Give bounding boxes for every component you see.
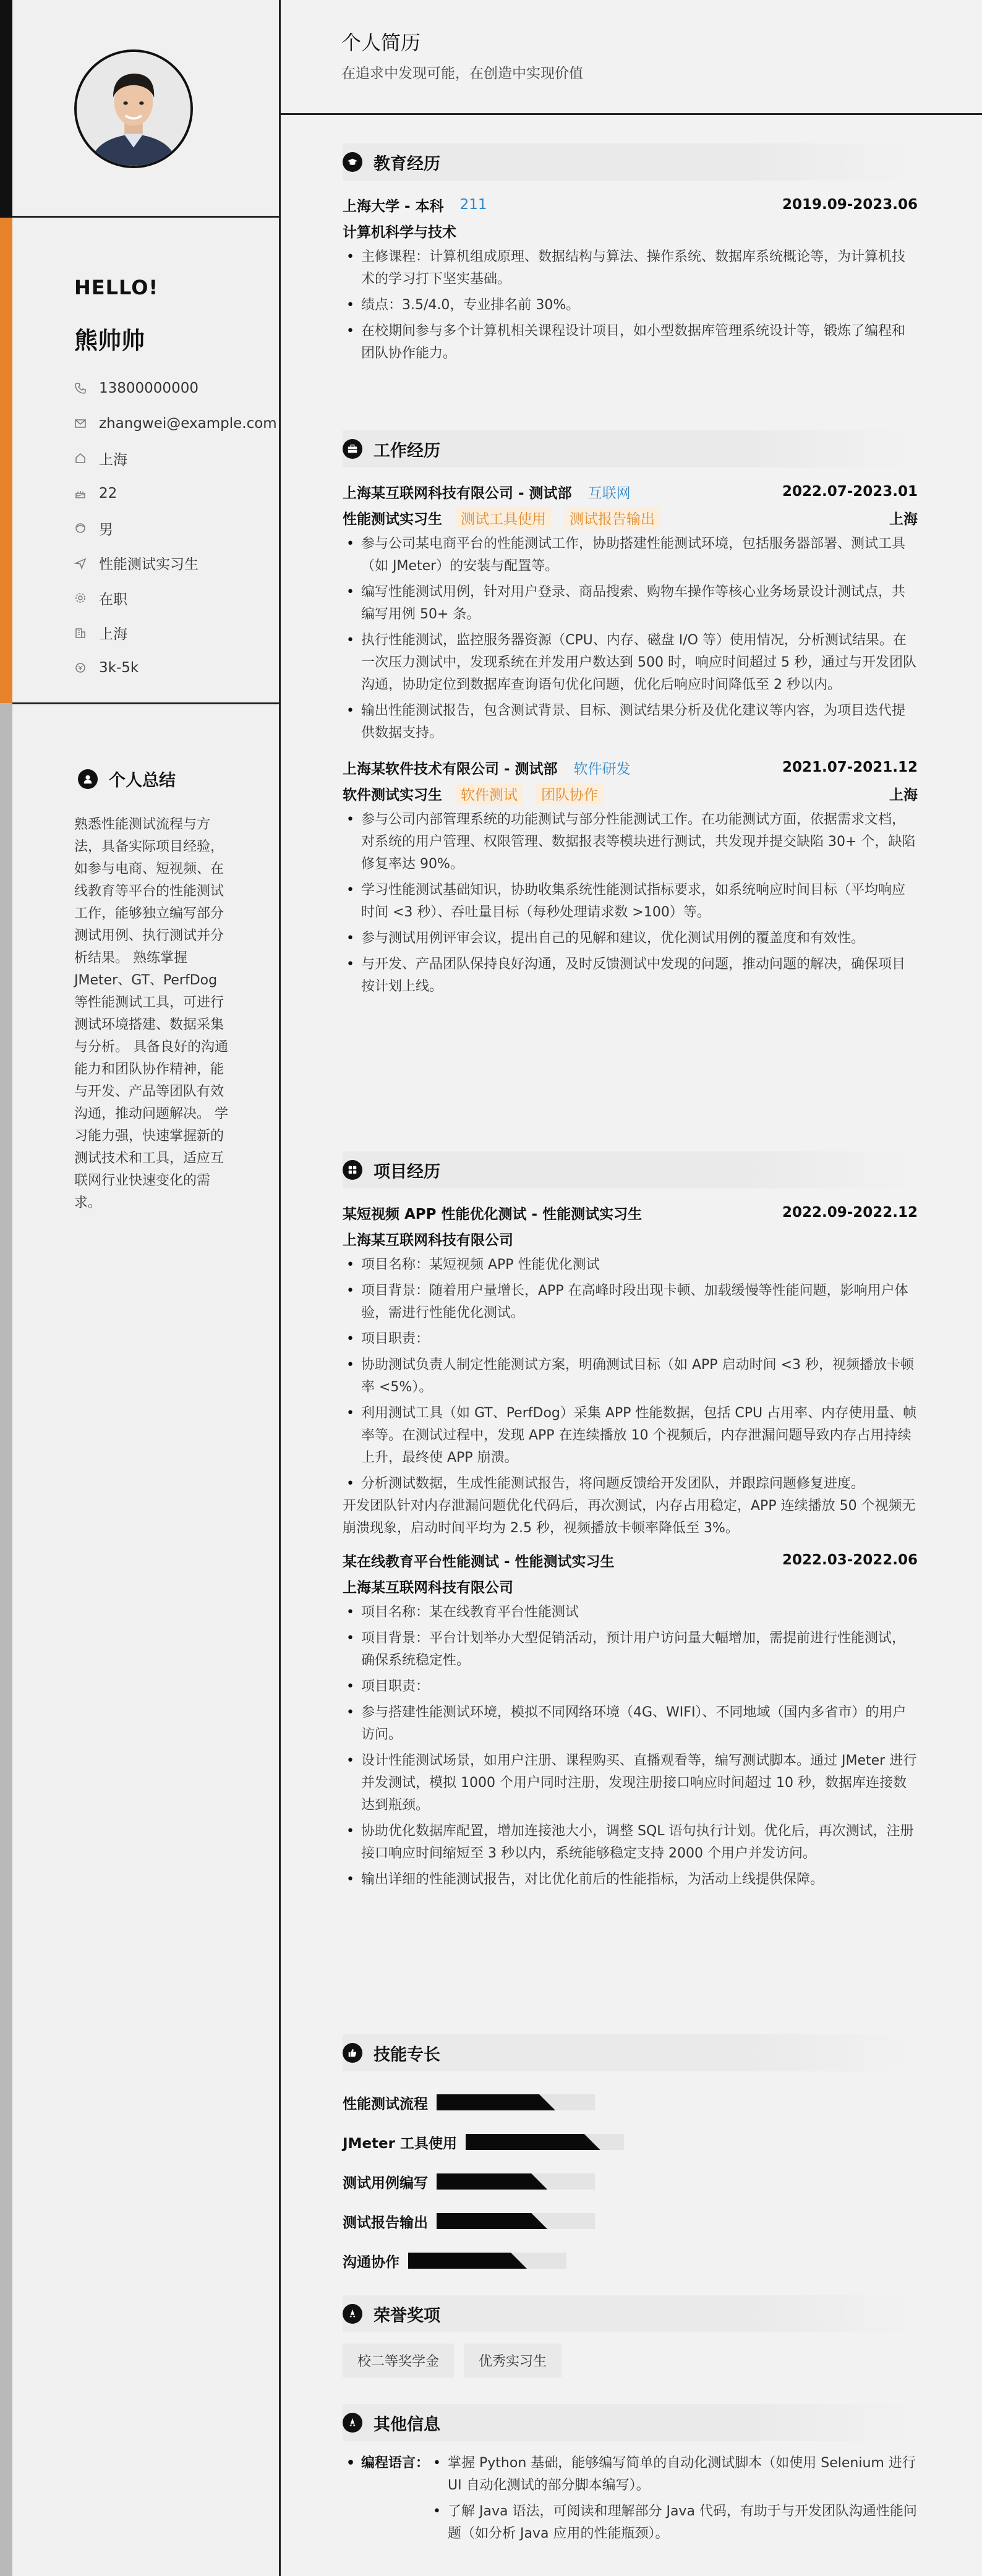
- list-item: • 设计性能测试场景，如用户注册、课程购买、直播观看等，编写测试脚本。通过 JMeter 进行并发测试，模拟 1000 个用户同时注册，发现注册接口响应时间超过 10 秒，数据库连接数达到瓶颈。: [343, 1750, 918, 1817]
- project-date: 2022.03-2022.06: [782, 1552, 918, 1568]
- building-icon: [74, 626, 93, 640]
- education-heading: [343, 143, 918, 181]
- project-company: 上海某互联网科技有限公司: [343, 1232, 513, 1248]
- education-list: [343, 246, 918, 365]
- award-icon: [343, 2304, 362, 2324]
- age-icon: [74, 487, 93, 500]
- money-icon: [74, 661, 93, 675]
- sidebar: [12, 0, 281, 2576]
- skills-heading: [343, 2034, 918, 2071]
- skill-tag: 测试工具使用: [456, 507, 551, 529]
- skill-name: 性能测试流程: [343, 2096, 428, 2112]
- list-item: • 输出性能测试报告，包含测试背景、目标、测试结果分析及优化建议等内容，为项目迭代提供数据支持。: [343, 700, 918, 744]
- info-email: [74, 406, 277, 441]
- gender-text: 男: [99, 521, 113, 538]
- info-home-city: [74, 441, 277, 476]
- info-work-city: [74, 616, 277, 651]
- skill-bar: [437, 2213, 595, 2229]
- rail-black: [0, 0, 12, 218]
- skill-item: [343, 2083, 918, 2122]
- projects-title: 项目经历: [374, 1162, 440, 1182]
- list-item: • 学习性能测试基础知识，协助收集系统性能测试指标要求，如系统响应时间目标（平均响应时间 <3 秒）、吞吐量目标（每秒处理请求数 >100）等。: [343, 879, 918, 924]
- other-title: 其他信息: [374, 2415, 440, 2434]
- skill-bar: [466, 2134, 624, 2150]
- user-icon: [78, 769, 98, 789]
- list-item: • 输出详细的性能测试报告，对比优化前后的性能指标，为活动上线提供保障。: [343, 1869, 918, 1891]
- skills-list: [343, 2083, 918, 2280]
- sidebar-divider: [12, 702, 279, 704]
- skill-bar-fill: [466, 2134, 600, 2150]
- job-city: 上海: [889, 787, 918, 803]
- info-status: [74, 581, 277, 616]
- list-item: • 掌握 Python 基础，能够编写简单的自动化测试脚本（如使用 Selenium 进行 UI 自动化测试的部分脚本编写）。: [429, 2452, 918, 2497]
- job-role: 性能测试实习生: [343, 511, 442, 527]
- list-item: • 利用测试工具（如 GT、PerfDog）采集 APP 性能数据，包括 CPU 占用率、内存使用量、帧率等。在测试过程中，发现 APP 在连续播放 10 个视频后，内存泄漏问题导致内存占用持续上升，最终使 APP 崩溃。: [343, 1402, 918, 1469]
- age-text: 22: [99, 485, 117, 501]
- phone-text[interactable]: 13800000000: [99, 380, 199, 397]
- project-1: [343, 1200, 918, 1540]
- job-1: [343, 479, 918, 744]
- email-text[interactable]: zhangwei@example.com: [99, 415, 277, 432]
- project-row: [343, 1547, 918, 1573]
- job-duties: [343, 809, 918, 998]
- skill-name: 测试用例编写: [343, 2175, 428, 2191]
- skill-tag: 团队协作: [536, 783, 603, 804]
- projects-heading: [343, 1151, 918, 1188]
- honors-heading: [343, 2295, 918, 2332]
- projects-section: [343, 1151, 918, 1895]
- page-title: 个人简历: [341, 31, 421, 54]
- list-item: • 参与测试用例评审会议，提出自己的见解和建议，优化测试用例的覆盖度和有效性。: [343, 928, 918, 950]
- honors-title: 荣誉奖项: [374, 2306, 440, 2326]
- skill-bar-fill: [408, 2253, 527, 2269]
- list-item: • 项目背景：平台计划举办大型促销活动，预计用户访问量大幅增加，需提前进行性能测试，确保系统稳定性。: [343, 1627, 918, 1672]
- list-item: • 与开发、产品团队保持良好沟通，及时反馈测试中发现的问题，推动问题的解决，确保项目按计划上线。: [343, 953, 918, 998]
- school-tag: 211: [459, 197, 487, 213]
- list-item: • 项目职责：: [343, 1328, 918, 1350]
- skill-item: [343, 2241, 918, 2280]
- list-item: • 项目名称：某在线教育平台性能测试: [343, 1601, 918, 1624]
- thumbs-up-icon: [343, 2043, 362, 2063]
- skill-bar: [437, 2094, 595, 2110]
- hello-greeting: HELLO!: [74, 276, 159, 299]
- skills-section: [343, 2034, 918, 2280]
- list-item: • 了解 Java 语法，可阅读和理解部分 Java 代码，有助于与开发团队沟通性能问题（如分析 Java 应用的性能瓶颈）。: [429, 2501, 918, 2545]
- skills-title: 技能专长: [374, 2045, 440, 2065]
- skill-bar-fill: [437, 2094, 555, 2110]
- job-row: [343, 754, 918, 780]
- skill-bar-fill: [437, 2213, 547, 2229]
- job-row: [343, 479, 918, 505]
- mail-icon: [74, 417, 93, 430]
- gender-icon: [74, 521, 93, 535]
- rail-orange-accent: [0, 218, 12, 703]
- home-icon: [74, 451, 93, 465]
- info-icon: [343, 2413, 362, 2433]
- summary-title: 个人总结: [109, 771, 176, 790]
- info-age: [74, 476, 277, 511]
- work-city-text: 上海: [99, 626, 127, 643]
- project-name: 某短视频 APP 性能优化测试 - 性能测试实习生: [343, 1206, 643, 1222]
- info-phone: [74, 371, 277, 406]
- industry-tag: 软件研发: [573, 761, 631, 777]
- job-role: 软件测试实习生: [343, 787, 442, 803]
- list-item: • 协助测试负责人制定性能测试方案，明确测试目标（如 APP 启动时间 <3 秒，视频播放卡顿率 <5%）。: [343, 1354, 918, 1399]
- industry-tag: 互联网: [587, 485, 631, 501]
- graduation-cap-icon: [343, 152, 362, 172]
- award-item: 优秀实习生: [464, 2344, 561, 2378]
- work-section: [343, 430, 918, 1002]
- work-heading: [343, 430, 918, 467]
- company-name: 上海某互联网科技有限公司 - 测试部: [343, 485, 572, 501]
- sidebar-photo-area: [12, 0, 279, 218]
- education-date: 2019.09-2023.06: [782, 197, 918, 213]
- job-date: 2021.07-2021.12: [782, 759, 918, 775]
- skill-name: 沟通协作: [343, 2254, 399, 2271]
- home-city-text: 上海: [99, 451, 127, 468]
- summary-text: 熟悉性能测试流程与方法，具备实际项目经验，如参与电商、短视频、在线教育等平台的性能测试工作，能够独立编写部分测试用例、执行测试并分析结果。 熟练掌握 JMeter、GT、PerfDog 等性能测试工具，可进行测试环境搭建、数据采集与分析。 具备良好的沟通能力和团队协作精神，能与开发、产品等团队有效沟通，推动问题解决。 学习能力强，快速掌握新的测试技术和工具，适应互联网行业快速变化的需求。: [74, 817, 228, 1211]
- skill-name: 测试报告输出: [343, 2214, 428, 2231]
- education-row: [343, 192, 918, 218]
- page-subtitle: 在追求中发现可能，在创造中实现价值: [341, 66, 583, 82]
- education-section: [343, 143, 918, 369]
- page-header: [281, 0, 982, 115]
- award-item: 校二等奖学金: [343, 2344, 454, 2378]
- list-item: • 绩点：3.5/4.0，专业排名前 30%。: [343, 294, 918, 317]
- skill-bar: [408, 2253, 566, 2269]
- avatar-portrait-icon: [77, 52, 190, 166]
- target-icon: [74, 557, 93, 570]
- job-role-row: [343, 505, 918, 531]
- avatar: [74, 49, 193, 168]
- info-position: [74, 546, 277, 581]
- list-item: • 编写性能测试用例，针对用户登录、商品搜索、购物车操作等核心业务场景设计测试点，共编写用例 50+ 条。: [343, 581, 918, 626]
- salary-text: 3k-5k: [99, 660, 139, 676]
- awards-list: [343, 2344, 918, 2378]
- project-details: [343, 1601, 918, 1891]
- company-name: 上海某软件技术有限公司 - 测试部: [343, 761, 558, 777]
- education-title: 教育经历: [374, 154, 440, 174]
- project-details: [343, 1254, 918, 1540]
- skill-item: [343, 2162, 918, 2201]
- other-heading: [343, 2404, 918, 2441]
- skill-tag: 软件测试: [456, 783, 523, 804]
- rail-gray: [0, 703, 12, 2576]
- honors-section: [343, 2295, 918, 2378]
- list-item: • 项目背景：随着用户量增长，APP 在高峰时段出现卡顿、加载缓慢等性能问题，影响用户体验，需进行性能优化测试。: [343, 1280, 918, 1324]
- other-section: [343, 2404, 918, 2549]
- gear-icon: [74, 591, 93, 605]
- job-date: 2022.07-2023.01: [782, 484, 918, 500]
- list-item: • 协助优化数据库配置，增加连接池大小，调整 SQL 语句执行计划。优化后，再次测试，注册接口响应时间缩短至 3 秒以内，系统能够稳定支持 2000 个用户并发访问。: [343, 1820, 918, 1865]
- info-salary: [74, 650, 277, 686]
- job-2: [343, 754, 918, 998]
- list-item: • 参与搭建性能测试环境，模拟不同网络环境（4G、WIFI）、不同地域（国内多省市）的用户访问。: [343, 1702, 918, 1746]
- skill-item: [343, 2201, 918, 2241]
- summary-heading: [78, 767, 176, 791]
- other-label: • 编程语言：: [343, 2452, 429, 2549]
- grid-icon: [343, 1160, 362, 1180]
- project-2: [343, 1547, 918, 1891]
- list-item: • 分析测试数据，生成性能测试报告，将问题反馈给开发团队，并跟踪问题修复进度。: [343, 1473, 918, 1495]
- list-item: • 主修课程：计算机组成原理、数据结构与算法、操作系统、数据库系统概论等，为计算机技术的学习打下坚实基础。: [343, 246, 918, 291]
- project-date: 2022.09-2022.12: [782, 1205, 918, 1221]
- list-item: • 项目名称：某短视频 APP 性能优化测试: [343, 1254, 918, 1276]
- project-name: 某在线教育平台性能测试 - 性能测试实习生: [343, 1553, 615, 1570]
- list-item: • 在校期间参与多个计算机相关课程设计项目，如小型数据库管理系统设计等，锻炼了编程和团队协作能力。: [343, 320, 918, 365]
- main-content: [281, 0, 982, 2576]
- person-name: 熊帅帅: [74, 327, 145, 354]
- job-role-row: [343, 780, 918, 806]
- skill-name: JMeter 工具使用: [343, 2135, 457, 2152]
- job-duties: [343, 533, 918, 744]
- other-list: [429, 2452, 918, 2549]
- skill-item: [343, 2122, 918, 2162]
- list-item: • 参与公司某电商平台的性能测试工作，协助搭建性能测试环境，包括服务器部署、测试工具（如 JMeter）的安装与配置等。: [343, 533, 918, 578]
- contact-info-list: [74, 371, 277, 686]
- skill-tag: 测试报告输出: [565, 507, 660, 529]
- work-title: 工作经历: [374, 441, 440, 461]
- school-name: 上海大学 - 本科: [343, 198, 444, 215]
- status-text: 在职: [99, 591, 127, 608]
- project-row: [343, 1200, 918, 1226]
- major: 计算机科学与技术: [343, 224, 456, 241]
- list-item: • 执行性能测试，监控服务器资源（CPU、内存、磁盘 I/O 等）使用情况，分析测试结果。在一次压力测试中，发现系统在并发用户数达到 500 时，响应时间超过 5 秒，通过与开发团队沟通，协助定位到数据库查询语句优化问题，优化后响应时间降低至 2 秒以内。: [343, 629, 918, 696]
- skill-bar: [437, 2173, 595, 2190]
- skill-bar-fill: [437, 2173, 547, 2190]
- position-text: 性能测试实习生: [99, 557, 199, 573]
- phone-icon: [74, 382, 93, 395]
- list-item: • 项目职责：: [343, 1676, 918, 1698]
- project-company: 上海某互联网科技有限公司: [343, 1579, 513, 1596]
- programming-languages: [343, 2452, 918, 2549]
- info-gender: [74, 511, 277, 546]
- list-item: 开发团队针对内存泄漏问题优化代码后，再次测试，内存占用稳定，APP 连续播放 50 个视频无崩溃现象，启动时间平均为 2.5 秒，视频播放卡顿率降低至 3%。: [343, 1498, 916, 1536]
- job-city: 上海: [889, 511, 918, 527]
- list-item: • 参与公司内部管理系统的功能测试与部分性能测试工作。在功能测试方面，依据需求文档，对系统的用户管理、权限管理、数据报表等模块进行测试，共发现并提交缺陷 30+ 个，缺陷修复率达 90%。: [343, 809, 918, 876]
- briefcase-icon: [343, 439, 362, 459]
